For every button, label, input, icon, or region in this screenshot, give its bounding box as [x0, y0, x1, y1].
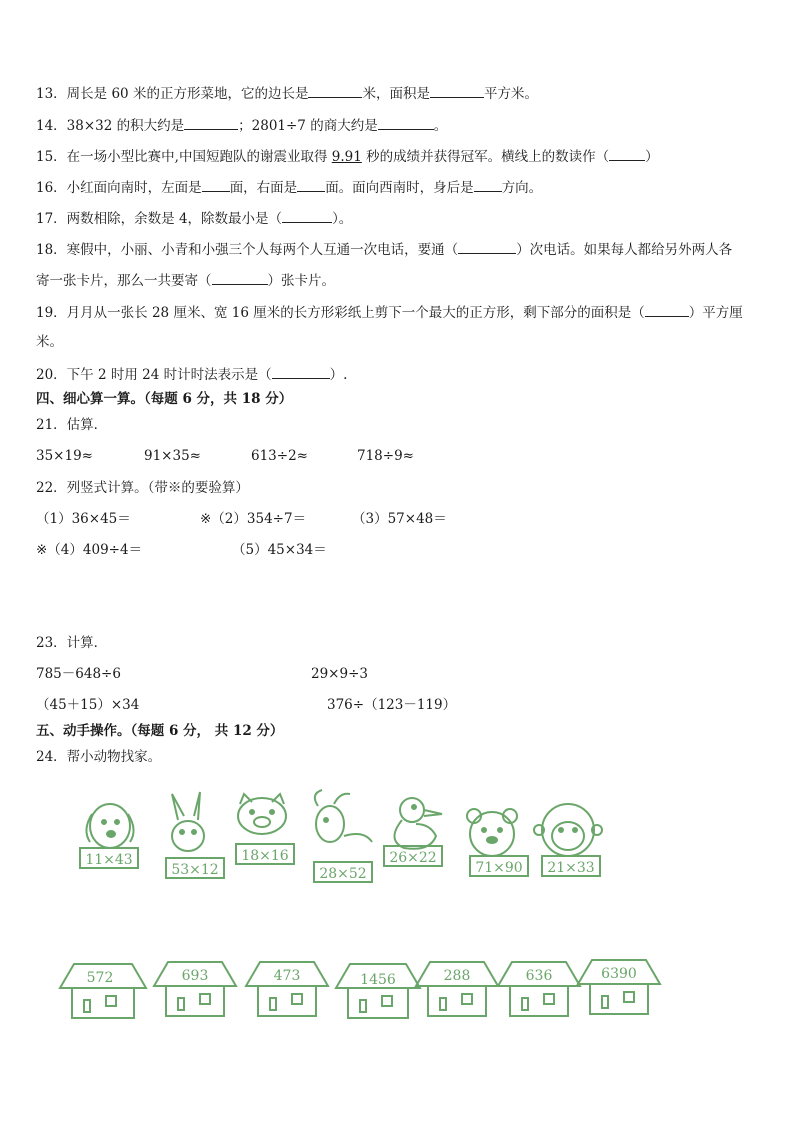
- answer-blank[interactable]: [282, 208, 332, 223]
- vertical-calc-item: （1）36×45＝: [36, 511, 131, 527]
- estimate-item: 91×35≈: [144, 448, 201, 464]
- question-18-line-1: 18．寒假中，小丽、小青和小强三个人每两个人互通一次电话，要通（ ）次电话。如果每人都给另外两人各: [36, 239, 732, 259]
- answer-blank[interactable]: [430, 83, 484, 98]
- answer-blank[interactable]: [308, 83, 362, 98]
- question-13: 13．周长是 60 米的正方形菜地，它的边长是 米，面积是 平方米。: [36, 83, 538, 103]
- house-number: 473: [273, 968, 301, 984]
- vertical-calc-item: （5）45×34＝: [232, 542, 327, 558]
- answer-blank[interactable]: [458, 239, 516, 254]
- calc-item: （45＋15）×34: [36, 697, 140, 713]
- animal-expression: 53×12: [171, 862, 219, 878]
- answer-blank[interactable]: [184, 115, 238, 130]
- goat-icon: [315, 790, 372, 842]
- section-5-heading: 五、动手操作。（每题 6 分， 共 12 分）: [36, 723, 284, 739]
- underlined-number: 9.91: [331, 149, 362, 165]
- house-number: 572: [86, 970, 114, 986]
- question-22-title: 22．列竖式计算。（带※的要验算）: [36, 480, 249, 496]
- answer-blank[interactable]: [272, 364, 330, 379]
- estimate-item: 718÷9≈: [357, 448, 414, 464]
- answer-blank[interactable]: [297, 177, 325, 192]
- question-19-line-1: 19．月月从一张长 28 厘米、宽 16 厘米的长方形彩纸上剪下一个最大的正方形，剩下部分的面积是（ ）平方厘: [36, 302, 743, 322]
- question-20: 20．下午 2 时用 24 时计时法表示是（ ）.: [36, 364, 347, 384]
- calc-item: 376÷（123－119）: [327, 697, 457, 713]
- house-number: 1456: [360, 972, 396, 988]
- vertical-calc-item: ※（4）409÷4＝: [36, 542, 143, 558]
- house-number: 693: [181, 968, 209, 984]
- vertical-calc-item: （3）57×48＝: [352, 511, 447, 527]
- rabbit-icon: [172, 792, 204, 851]
- house-number: 6390: [601, 966, 637, 982]
- bear-icon: [467, 809, 517, 856]
- answer-blank[interactable]: [378, 115, 434, 130]
- answer-blank[interactable]: [212, 270, 268, 285]
- vertical-calc-item: ※（2）354÷7＝: [200, 511, 307, 527]
- animal-illustration: [0, 780, 794, 1080]
- question-23-title: 23．计算．: [36, 635, 108, 651]
- house-number: 288: [443, 968, 471, 984]
- estimate-item: 35×19≈: [36, 448, 93, 464]
- animal-expression: 26×22: [389, 850, 437, 866]
- calc-item: 785－648÷6: [36, 666, 121, 682]
- pig-icon: [238, 794, 286, 834]
- animal-expression: 11×43: [85, 852, 133, 868]
- answer-blank[interactable]: [609, 146, 645, 161]
- dog-icon: [86, 804, 133, 848]
- answer-blank[interactable]: [474, 177, 502, 192]
- answer-blank[interactable]: [202, 177, 230, 192]
- section-4-heading: 四、细心算一算。（每题 6 分，共 18 分）: [36, 391, 293, 407]
- animal-expression: 71×90: [475, 860, 523, 876]
- question-15: 15．在一场小型比赛中,中国短跑队的谢震业取得 9.91 秒的成绩并获得冠军。横线上的数读作（ ）: [36, 146, 659, 166]
- animal-expression: 21×33: [547, 860, 595, 876]
- question-21-title: 21．估算．: [36, 417, 108, 433]
- animal-expression: 18×16: [241, 848, 289, 864]
- estimate-item: 613÷2≈: [251, 448, 308, 464]
- house-number: 636: [525, 968, 553, 984]
- question-19-line-2: 米。: [36, 334, 63, 350]
- duck-icon: [394, 798, 442, 849]
- answer-blank[interactable]: [645, 302, 689, 317]
- question-16: 16．小红面向南时，左面是 面，右面是 面。面向西南时，身后是 方向。: [36, 177, 542, 197]
- question-24-title: 24．帮小动物找家。: [36, 749, 162, 765]
- calc-item: 29×9÷3: [311, 666, 368, 682]
- question-17: 17．两数相除，余数是 4，除数最小是（ ）。: [36, 208, 352, 228]
- question-14: 14．38×32 的积大约是 ；2801÷7 的商大约是 。: [36, 115, 447, 135]
- monkey-icon: [534, 804, 602, 856]
- question-18-line-2: 寄一张卡片，那么一共要寄（ ）张卡片。: [36, 270, 335, 290]
- animal-expression: 28×52: [319, 866, 367, 882]
